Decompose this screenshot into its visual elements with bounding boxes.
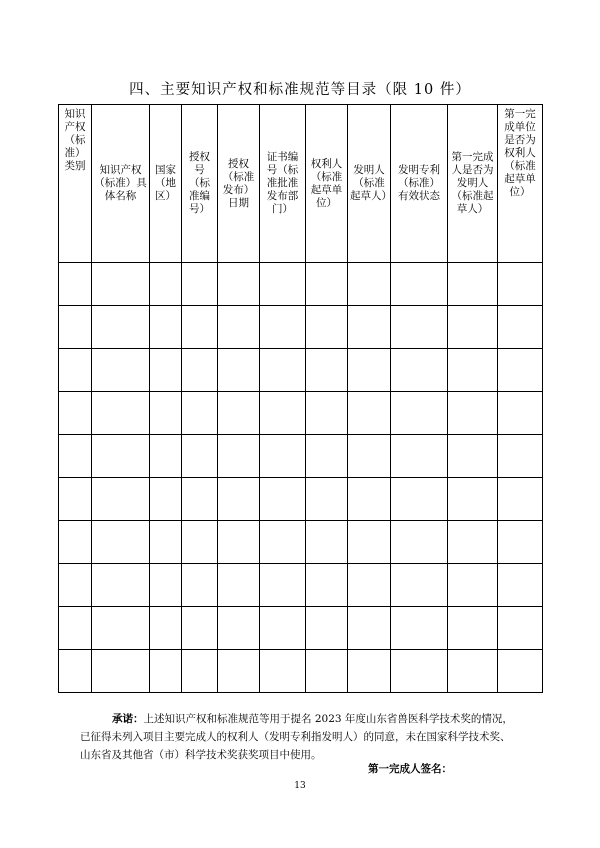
table-cell[interactable]	[59, 349, 92, 392]
table-cell[interactable]	[218, 349, 260, 392]
table-cell[interactable]	[348, 607, 391, 650]
table-cell[interactable]	[348, 478, 391, 521]
table-cell[interactable]	[92, 650, 150, 693]
table-row	[59, 392, 543, 435]
table-cell[interactable]	[260, 607, 306, 650]
table-row	[59, 607, 543, 650]
table-cell[interactable]	[391, 306, 448, 349]
table-row	[59, 349, 543, 392]
table-cell[interactable]	[260, 435, 306, 478]
table-cell[interactable]	[306, 392, 348, 435]
table-cell[interactable]	[150, 478, 182, 521]
table-cell[interactable]	[59, 478, 92, 521]
table-cell[interactable]	[182, 478, 218, 521]
table-cell[interactable]	[92, 349, 150, 392]
table-cell[interactable]	[348, 650, 391, 693]
table-cell[interactable]	[218, 306, 260, 349]
table-cell[interactable]	[448, 607, 498, 650]
table-cell[interactable]	[92, 263, 150, 306]
table-cell[interactable]	[391, 521, 448, 564]
table-cell[interactable]	[260, 521, 306, 564]
table-cell[interactable]	[498, 521, 543, 564]
signature-label: 第一完成人签名：	[368, 763, 452, 775]
table-cell[interactable]	[92, 306, 150, 349]
table-cell[interactable]	[182, 607, 218, 650]
table-cell[interactable]	[348, 263, 391, 306]
table-cell[interactable]	[182, 392, 218, 435]
table-cell[interactable]	[348, 564, 391, 607]
table-cell[interactable]	[498, 263, 543, 306]
table-cell[interactable]	[498, 349, 543, 392]
header-patent-status: 发明专利（标准）有效状态	[391, 105, 448, 263]
table-cell[interactable]	[182, 521, 218, 564]
table-cell[interactable]	[260, 349, 306, 392]
table-cell[interactable]	[391, 607, 448, 650]
table-cell[interactable]	[150, 306, 182, 349]
page-number: 13	[294, 781, 306, 791]
table-cell[interactable]	[260, 564, 306, 607]
table-cell[interactable]	[498, 435, 543, 478]
header-country: 国家（地区）	[150, 105, 182, 263]
table-cell[interactable]	[218, 564, 260, 607]
table-cell[interactable]	[348, 349, 391, 392]
table-cell[interactable]	[306, 521, 348, 564]
table-cell[interactable]	[391, 392, 448, 435]
table-cell[interactable]	[306, 607, 348, 650]
table-cell[interactable]	[448, 478, 498, 521]
header-certificate-number: 证书编号（标准批准发布部门）	[260, 105, 306, 263]
table-cell[interactable]	[448, 306, 498, 349]
table-row	[59, 564, 543, 607]
table-cell[interactable]	[306, 349, 348, 392]
table-cell[interactable]	[59, 306, 92, 349]
table-cell[interactable]	[182, 650, 218, 693]
table-cell[interactable]	[150, 564, 182, 607]
table-cell[interactable]	[92, 478, 150, 521]
header-rights-holder: 权利人（标准起草单位）	[306, 105, 348, 263]
table-cell[interactable]	[92, 392, 150, 435]
table-row	[59, 650, 543, 693]
table-cell[interactable]	[59, 564, 92, 607]
table-cell[interactable]	[306, 435, 348, 478]
commitment-text: 上述知识产权和标准规范等用于提名 2023 年度山东省兽医科学技术奖的情况，已征得未列入项目主要完成人的权利人（发明专利指发明人）的同意，未在国家科学技术奖、山东省及其他省（市）科学技术奖获奖项目中使用。	[80, 713, 513, 761]
table-cell[interactable]	[391, 650, 448, 693]
table-cell[interactable]	[182, 263, 218, 306]
table-cell[interactable]	[448, 349, 498, 392]
table-cell[interactable]	[498, 478, 543, 521]
header-grant-date: 授权（标准发布）日期	[218, 105, 260, 263]
table-row	[59, 435, 543, 478]
table-cell[interactable]	[306, 306, 348, 349]
table-cell[interactable]	[59, 392, 92, 435]
table-cell[interactable]	[448, 392, 498, 435]
table-row	[59, 306, 543, 349]
table-cell[interactable]	[59, 650, 92, 693]
table-cell[interactable]	[182, 306, 218, 349]
table-cell[interactable]	[182, 435, 218, 478]
table-cell[interactable]	[448, 564, 498, 607]
header-inventor: 发明人（标准起草人）	[348, 105, 391, 263]
table-cell[interactable]	[306, 564, 348, 607]
header-ip-name: 知识产权（标准）具体名称	[92, 105, 150, 263]
table-cell[interactable]	[218, 263, 260, 306]
table-cell[interactable]	[348, 435, 391, 478]
table-cell[interactable]	[498, 650, 543, 693]
table-cell[interactable]	[498, 306, 543, 349]
table-cell[interactable]	[150, 349, 182, 392]
table-cell[interactable]	[218, 478, 260, 521]
table-cell[interactable]	[260, 650, 306, 693]
table-cell[interactable]	[498, 392, 543, 435]
header-first-unit-is-rights-holder: 第一完成单位是否为权利人（标准起草单位）	[498, 105, 543, 263]
table-cell[interactable]	[498, 607, 543, 650]
header-first-person-is-inventor: 第一完成人是否为发明人（标准起草人）	[448, 105, 498, 263]
table-cell[interactable]	[150, 650, 182, 693]
table-cell[interactable]	[182, 564, 218, 607]
table-cell[interactable]	[448, 263, 498, 306]
table-cell[interactable]	[150, 392, 182, 435]
table-body	[59, 263, 543, 693]
table-cell[interactable]	[306, 650, 348, 693]
table-row	[59, 263, 543, 306]
table-cell[interactable]	[348, 521, 391, 564]
table-cell[interactable]	[448, 650, 498, 693]
table-cell[interactable]	[182, 349, 218, 392]
table-cell[interactable]	[348, 306, 391, 349]
table-row	[59, 521, 543, 564]
table-cell[interactable]	[92, 607, 150, 650]
table-cell[interactable]	[260, 478, 306, 521]
table-cell[interactable]	[218, 435, 260, 478]
table-cell[interactable]	[218, 392, 260, 435]
table-cell[interactable]	[150, 607, 182, 650]
header-ip-category: 知识产权（标准）类别	[59, 105, 92, 263]
table-cell[interactable]	[218, 650, 260, 693]
page-title: 四、主要知识产权和标准规范等目录（限 10 件）	[129, 82, 471, 98]
header-grant-number: 授权号（标准编号）	[182, 105, 218, 263]
table-cell[interactable]	[92, 564, 150, 607]
table-cell[interactable]	[260, 392, 306, 435]
table-cell[interactable]	[218, 521, 260, 564]
table-cell[interactable]	[306, 263, 348, 306]
table-cell[interactable]	[150, 521, 182, 564]
table-cell[interactable]	[150, 263, 182, 306]
table-cell[interactable]	[391, 349, 448, 392]
table-cell[interactable]	[260, 306, 306, 349]
table-cell[interactable]	[92, 521, 150, 564]
table-row	[59, 478, 543, 521]
table-cell[interactable]	[92, 435, 150, 478]
table-header-row	[59, 105, 543, 263]
table-cell[interactable]	[498, 564, 543, 607]
table-cell[interactable]	[306, 478, 348, 521]
table-cell[interactable]	[348, 392, 391, 435]
table-cell[interactable]	[59, 435, 92, 478]
table-cell[interactable]	[448, 435, 498, 478]
table-cell[interactable]	[218, 607, 260, 650]
commitment-label: 承诺：	[112, 713, 144, 725]
table-cell[interactable]	[391, 263, 448, 306]
table-cell[interactable]	[391, 478, 448, 521]
table-cell[interactable]	[260, 263, 306, 306]
table-cell[interactable]	[59, 521, 92, 564]
ip-table	[58, 104, 543, 693]
table-cell[interactable]	[59, 263, 92, 306]
commitment-note	[80, 710, 520, 764]
table-cell[interactable]	[59, 607, 92, 650]
table-cell[interactable]	[391, 564, 448, 607]
table-cell[interactable]	[391, 435, 448, 478]
table-cell[interactable]	[448, 521, 498, 564]
table-cell[interactable]	[150, 435, 182, 478]
